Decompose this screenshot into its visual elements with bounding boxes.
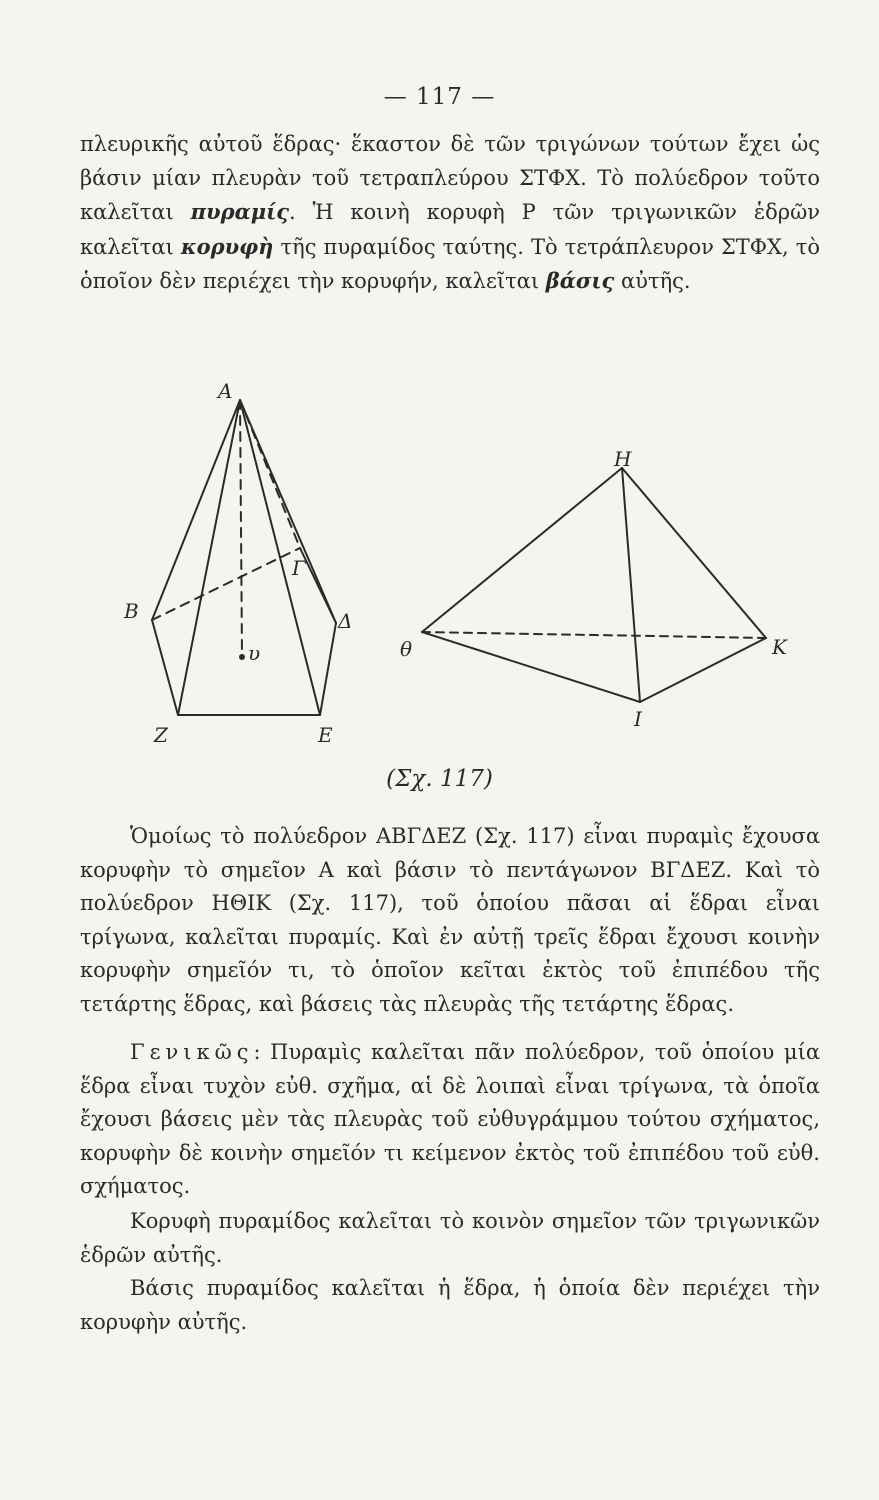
paragraph-intro-part1: πλευρικῆς αὐτοῦ ἕδρας· ἕκαστον δὲ τῶν τριγώνων τούτων ἔχει ὡς βάσιν μίαν πλευρὰν τοῦ τετραπλεύρου ΣΤΦΧ. Τὸ πολύεδρον τοῦτο καλεῖται xyxy=(80,132,820,224)
paragraph-examples: Ὁμοίως τὸ πολύεδρον ΑΒΓΔΕΖ (Σχ. 117) εἶναι πυραμὶς ἔχουσα κορυφὴν τὸ σημεῖον Α καὶ βάσιν τὸ πεντάγωνον ΒΓΔΕΖ. Καὶ τὸ πολύεδρον ΗΘΙΚ (Σχ. 117), τοῦ ὁποίου πᾶσαι αἱ ἕδραι εἶναι τρίγωνα, καλεῖται πυραμίς. Καὶ ἐν αὐτῇ τρεῖς ἕδραι ἔχουσι κοινὴν κορυφὴν σημεῖόν τι, τὸ ὁποῖον κεῖται ἐκτὸς τοῦ ἐπιπέδου τῆς τετάρτης ἕδρας, καὶ βάσεις τὰς πλευρὰς τῆς τετάρτης ἕδρας. xyxy=(80,824,820,1016)
figure-pyramids xyxy=(0,370,879,750)
pyramid-drawings xyxy=(0,370,879,750)
paragraph-intro-part4: αὐτῆς. xyxy=(614,269,691,293)
paragraph-definition xyxy=(80,1036,820,1204)
page-number: — 117 — xyxy=(383,84,496,110)
height-line xyxy=(240,400,242,655)
term-apex: κορυφὴ xyxy=(180,233,274,259)
edge-theta-i xyxy=(422,632,640,702)
definition-text: : Πυραμὶς καλεῖται πᾶν πολύεδρον, τοῦ ὁποίου μία ἕδρα εἶναι τυχὸν εὐθ. σχῆμα, αἱ δὲ λοιπαὶ εἶναι τρίγωνα, τὰ ὁποῖα ἔχουσι βάσεις μὲν τὰς πλευρὰς τοῦ εὐθυγράμμου τούτου σχήματος, κορυφὴν δὲ κοινὴν σημεῖόν τι κείμενον ἐκτὸς τοῦ ἐπιπέδου τοῦ εὐθ. σχήματος. xyxy=(80,1040,820,1198)
paragraph-intro-part3: τῆς πυραμίδος ταύτης. Τὸ τετράπλευρον ΣΤΦΧ, τὸ ὁποῖον δὲν περιέχει τὴν κορυφήν, καλεῖται xyxy=(80,234,820,293)
label-a: Α xyxy=(218,379,233,403)
edge-az xyxy=(178,400,240,715)
edge-ik xyxy=(640,638,766,702)
edge-ab xyxy=(152,400,240,620)
figure-caption: (Σχ. 117) xyxy=(386,766,493,792)
label-h: Η xyxy=(614,447,632,471)
paragraph-base-definition: Βάσις πυραμίδος καλεῖται ἡ ἕδρα, ἡ ὁποία δὲν περιέχει τὴν κορυφὴν αὐτῆς. xyxy=(80,1276,820,1334)
edge-bz xyxy=(152,620,178,715)
term-base: βάσις xyxy=(545,268,615,293)
label-k: Κ xyxy=(772,635,787,659)
label-e: Ε xyxy=(318,723,333,747)
paragraph-intro xyxy=(80,128,820,299)
label-d: Δ xyxy=(338,609,353,633)
right-pyramid xyxy=(422,468,766,702)
paragraph-apex-definition: Κορυφὴ πυραμίδος καλεῖται τὸ κοινὸν σημεῖον τῶν τριγωνικῶν ἑδρῶν αὐτῆς. xyxy=(80,1209,820,1267)
paragraph-intro-part2: . Ἡ κοινὴ κορυφὴ Ρ τῶν τριγωνικῶν ἑδρῶν καλεῖται xyxy=(80,200,820,259)
edge-ed xyxy=(320,623,336,715)
edge-bg-hidden xyxy=(152,548,300,620)
edge-hi xyxy=(622,468,640,702)
label-g: Γ xyxy=(292,556,306,580)
label-center: υ xyxy=(248,641,261,665)
edge-hk xyxy=(622,468,766,638)
hidden-edges-left xyxy=(152,400,300,655)
edge-theta-k-hidden xyxy=(422,632,766,638)
label-theta: θ xyxy=(400,637,413,661)
foot-point xyxy=(240,655,244,659)
term-pyramid: πυραμίς xyxy=(190,199,290,224)
edge-h-theta xyxy=(422,468,622,632)
definition-lead: Γενικῶς xyxy=(130,1040,254,1064)
label-i: Ι xyxy=(634,707,642,731)
left-pyramid xyxy=(152,400,336,715)
label-b: Β xyxy=(124,599,139,623)
label-z: Ζ xyxy=(154,723,168,747)
edge-ag-hidden xyxy=(240,400,300,548)
